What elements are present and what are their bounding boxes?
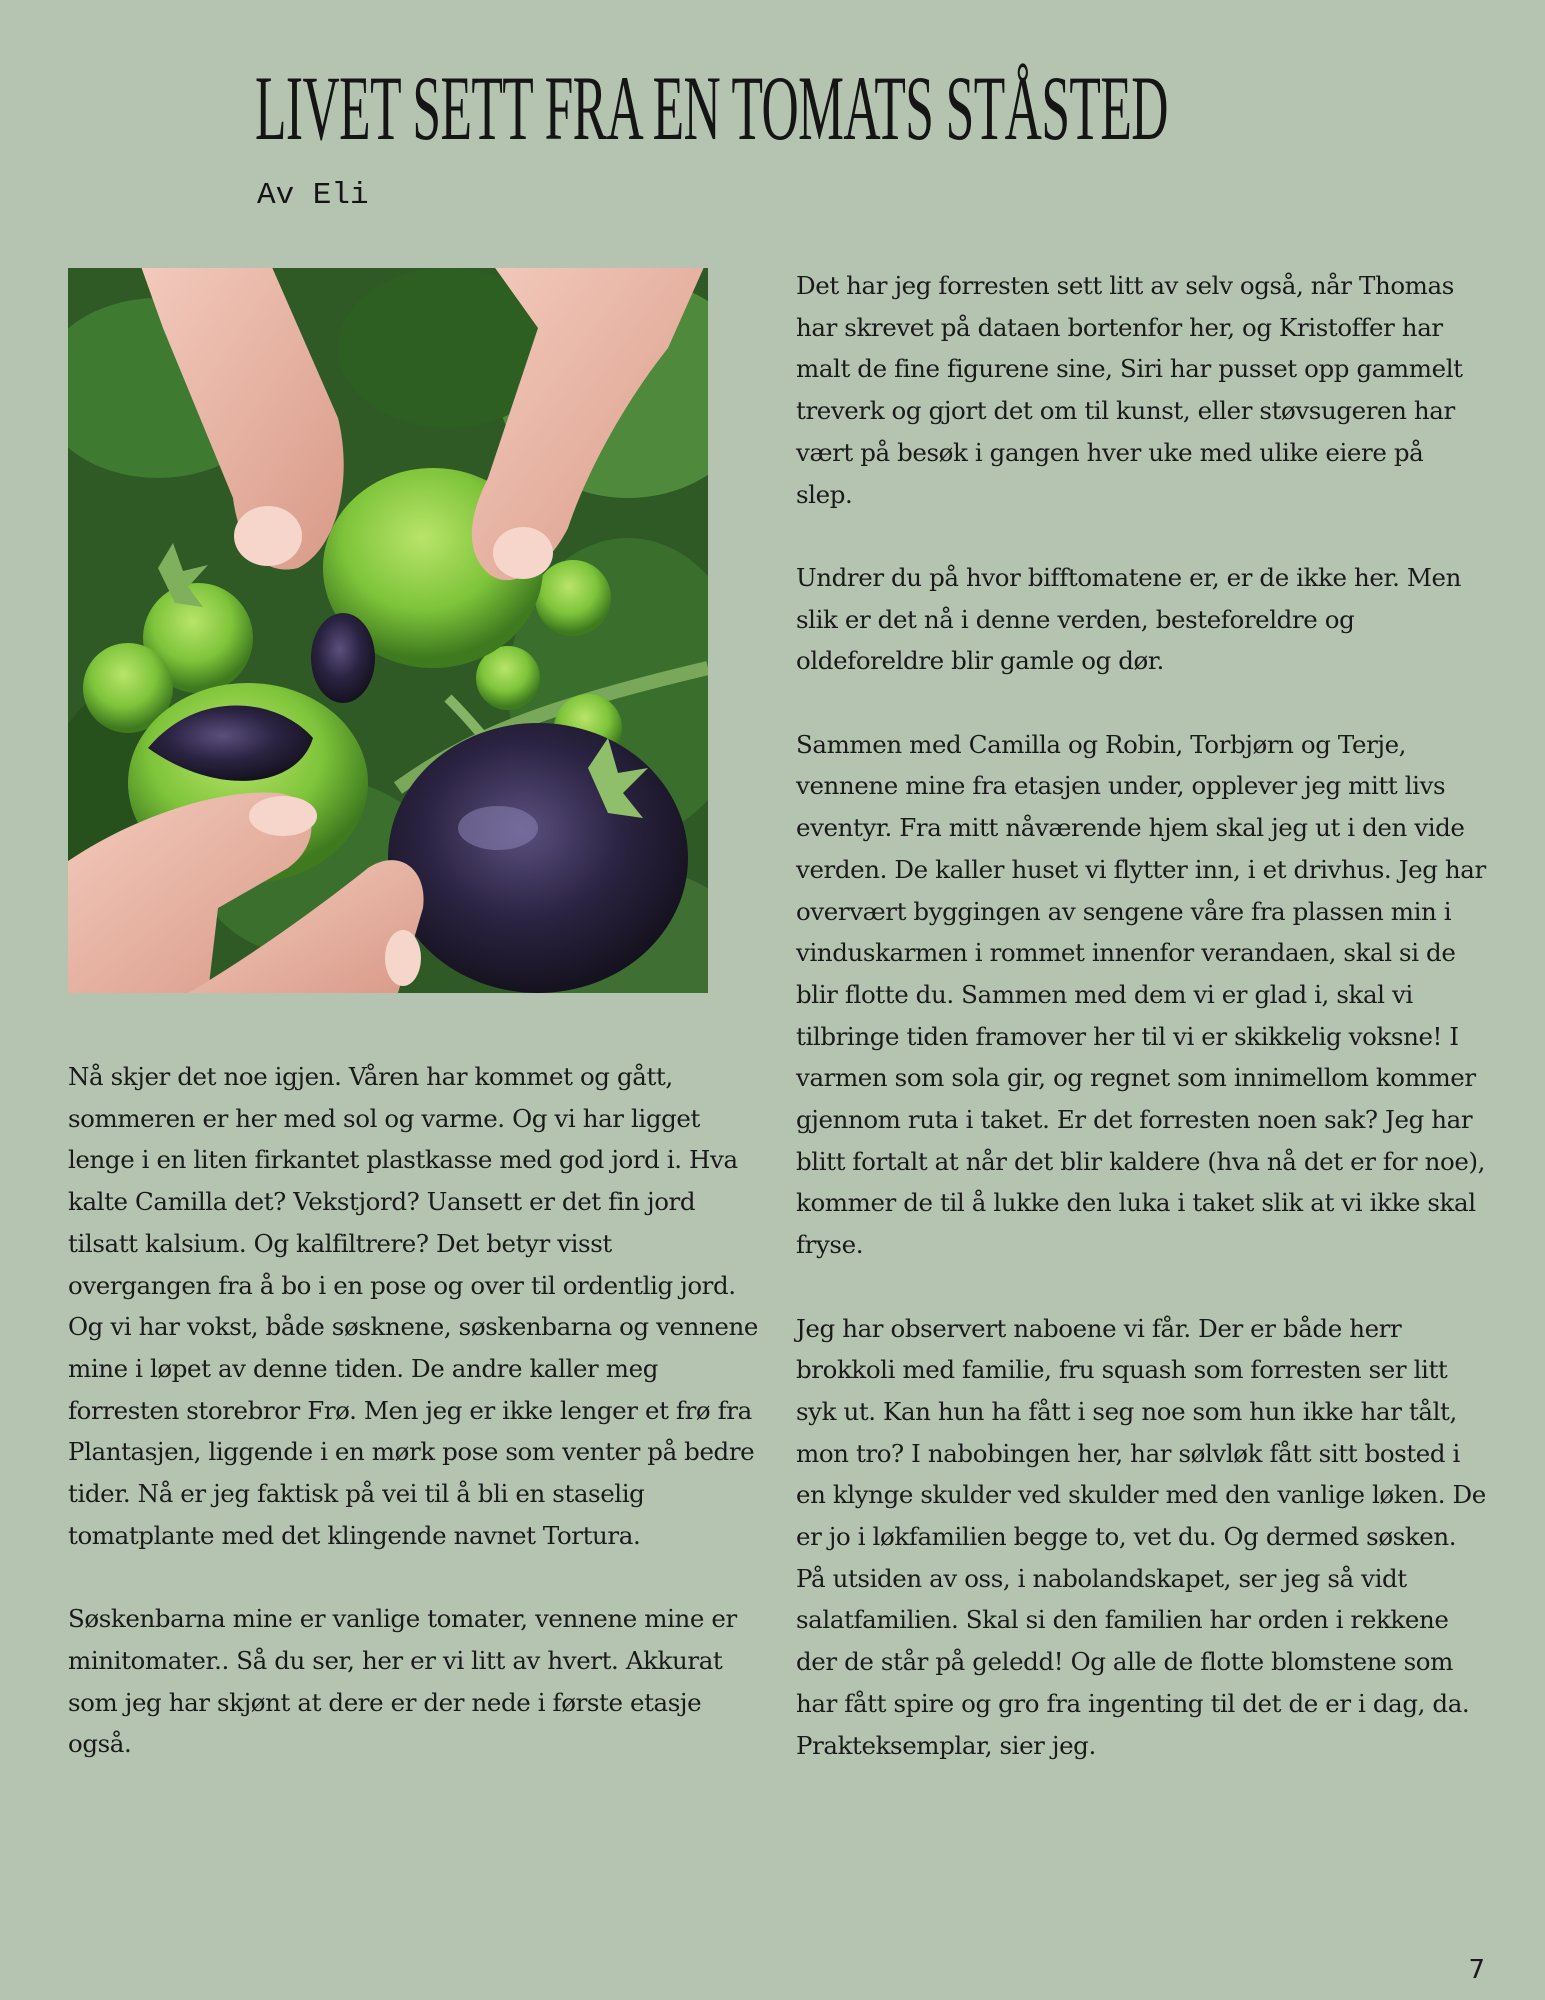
right-text-column [796,265,1486,1808]
article-byline: Av Eli [257,178,369,213]
paragraph: Jeg har observert naboene vi får. Der er både herr brokkoli med familie, fru squash som forresten ser litt syk ut. Kan hun ha fått i seg noe som hun ikke har tålt, mon tro? I nabobingen her, har sølvløk fått sitt bosted i en klynge skulder ved skulder med den vanlige løken. De er jo i løkfamilien begge to, vet du. Og dermed søsken. På utsiden av oss, i nabolandskapet, ser jeg så vidt salatfamilien. Skal si den familien har orden i rekkene der de står på geledd! Og alle de flotte blomstene som har fått spire og gro fra ingenting til det de er i dag, da. Prakteksemplar, sier jeg. [796,1313,1486,1760]
page-number: 7 [1468,1955,1485,1985]
paragraph: Nå skjer det noe igjen. Våren har kommet og gått, sommeren er her med sol og varme. Og vi har ligget lenge i en liten firkantet plastkasse med god jord i. Hva kalte Camilla det? Vekstjord? Uansett er det fin jord tilsatt kalsium. Og kalfiltrere? Det betyr visst overgangen fra å bo i en pose og over til ordentlig jord. Og vi har vokst, både søsknene, søskenbarna og vennene mine i løpet av denne tiden. De andre kaller meg forresten storebror Frø. Men jeg er ikke lenger et frø fra Plantasjen, liggende i en mørk pose som venter på bedre tider. Nå er jeg faktisk på vei til å bli en staselig tomatplante med det klingende navnet Tortura. [68,1062,758,1550]
paragraph: Sammen med Camilla og Robin, Torbjørn og Terje, vennene mine fra etasjen under, opplever jeg mitt livs eventyr. Fra mitt nåværende hjem skal jeg ut i den vide verden. De kaller huset vi flytter inn, i et drivhus. Jeg har overvært byggingen av sengene våre fra plassen min i vinduskarmen i rommet innenfor verandaen, skal si de blir flotte du. Sammen med dem vi er glad i, skal vi tilbringe tiden framover her til vi er skikkelig voksne! I varmen som sola gir, og regnet som innimellom kommer gjennom ruta i taket. Er det forresten noen sak? Jeg har blitt fortalt at når det blir kaldere (hva nå det er for noe), kommer de til å lukke den luka i taket slik at vi ikke skal fryse. [796,729,1486,1260]
paragraph: Søskenbarna mine er vanlige tomater, vennene mine er minitomater.. Så du ser, her er vi litt av hvert. Akkurat som jeg har skjønt at dere er der nede i første etasje også. [68,1604,737,1759]
paragraph: Det har jeg forresten sett litt av selv også, når Thomas har skrevet på dataen bortenfor her, og Kristoffer har malt de fine figurene sine, Siri har pusset opp gammelt treverk og gjort det om til kunst, eller støvsugeren har vært på besøk i gangen hver uke med ulike eiere på slep. [796,271,1463,509]
article-title: LIVET SETT FRA EN TOMATS STÅSTED [255,57,1168,159]
left-text-column [68,1056,758,1807]
paragraph: Undrer du på hvor bifftomatene er, er de ikke her. Men slik er det nå i denne verden, besteforeldre og oldeforeldre blir gamle og dør. [796,562,1462,676]
tomato-photo [68,268,708,993]
